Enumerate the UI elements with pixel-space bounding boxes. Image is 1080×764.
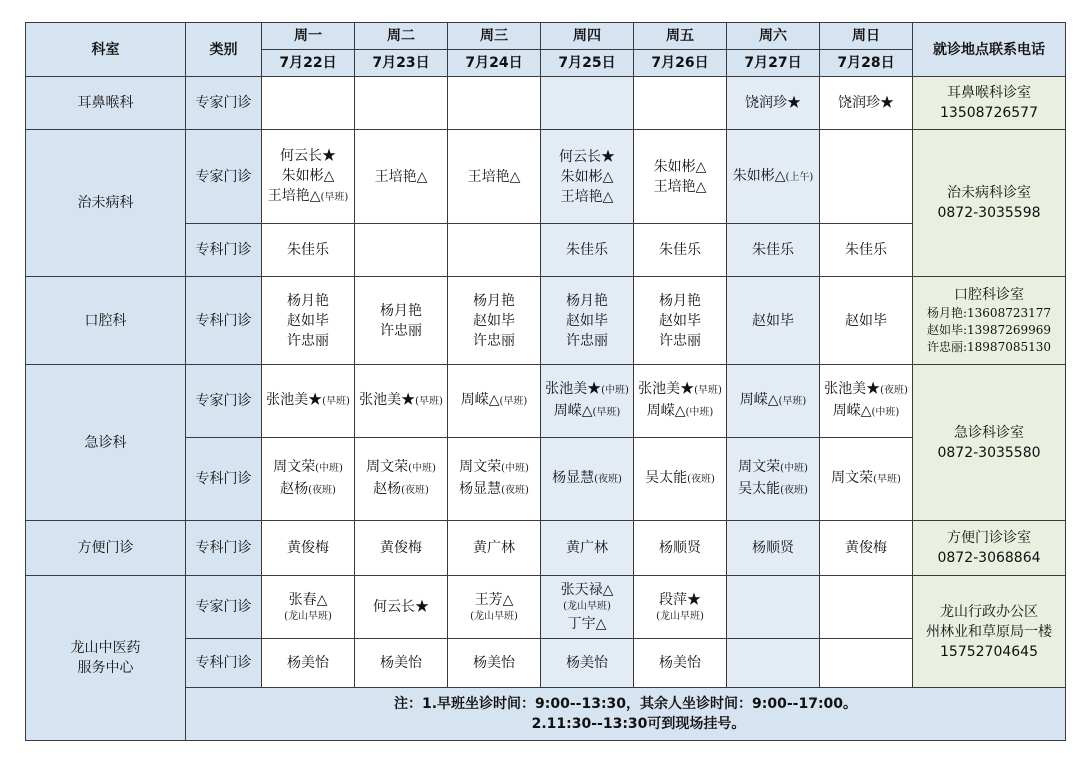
header-date: 7月24日: [448, 50, 541, 77]
shift-label: (中班): [501, 463, 529, 474]
dept-convenience: 方便门诊: [26, 521, 186, 576]
dept-zhiweibing: 治未病科: [26, 130, 186, 277]
shift-label: (夜班): [780, 485, 808, 496]
contact-room: 急诊科诊室: [954, 424, 1024, 441]
shift-label: (早班): [778, 396, 807, 407]
shift-label: (龙山早班): [563, 601, 611, 612]
schedule-cell: 朱佳乐: [541, 224, 634, 277]
shift-label: (上午): [785, 171, 814, 183]
doctor: 周嵘△: [739, 392, 779, 408]
doctor: 朱如彬△: [281, 167, 335, 184]
doctor: 何云长★: [559, 148, 615, 165]
schedule-cell: [448, 277, 541, 365]
doctor: 杨月艳: [566, 292, 608, 309]
contact-phone: 许忠丽:18987085130: [926, 340, 1052, 354]
contact-phone: 杨月艳:13608723177: [926, 306, 1052, 320]
contact-convenience: [913, 521, 1066, 576]
doctor: 杨月艳: [659, 292, 701, 309]
note-line-2: 2.11:30--13:30可到现场挂号。: [531, 716, 746, 732]
shift-label: (早班): [415, 396, 443, 407]
doctor: 赵如毕: [659, 312, 701, 329]
shift-label: (早班): [499, 396, 528, 407]
category-specialist: 专科门诊: [186, 224, 262, 277]
schedule-cell: [448, 77, 541, 130]
doctor: 段萍★: [659, 592, 701, 608]
doctor: 杨月艳: [287, 292, 329, 309]
schedule-cell: [355, 438, 448, 521]
schedule-cell: [355, 277, 448, 365]
schedule-cell: 赵如毕: [820, 277, 913, 365]
schedule-cell: [262, 130, 355, 224]
schedule-cell: 饶润珍★: [820, 77, 913, 130]
doctor: 吴太能: [645, 470, 688, 486]
header-date: 7月28日: [820, 50, 913, 77]
schedule-cell: [634, 365, 727, 438]
header-weekday: 周一: [262, 23, 355, 50]
dept-name-line: 龙山中医药: [70, 640, 141, 656]
doctor: 杨显慧: [552, 470, 595, 486]
header-date: 7月27日: [727, 50, 820, 77]
doctor: 王培艳△: [560, 188, 614, 205]
schedule-cell: 黄俊梅: [262, 521, 355, 576]
schedule-table: [25, 22, 1066, 741]
schedule-cell: [262, 365, 355, 438]
schedule-cell: 王培艳△: [448, 130, 541, 224]
doctor: 赵杨: [373, 481, 402, 497]
header-weekday: 周二: [355, 23, 448, 50]
schedule-cell: [820, 130, 913, 224]
doctor: 许忠丽: [659, 332, 701, 349]
schedule-cell: 朱佳乐: [634, 224, 727, 277]
schedule-cell: 杨顺贤: [727, 521, 820, 576]
schedule-cell: [355, 365, 448, 438]
doctor: 周文荣: [273, 459, 316, 475]
shift-label: (中班): [601, 385, 629, 396]
doctor: 丁宇△: [567, 616, 607, 632]
doctor: 许忠丽: [566, 332, 608, 349]
contact-room: 方便门诊诊室: [947, 530, 1031, 546]
schedule-cell: [541, 277, 634, 365]
schedule-cell: [634, 77, 727, 130]
shift-label: (早班): [322, 396, 350, 407]
shift-label: (中班): [685, 407, 714, 418]
shift-label: (夜班): [880, 385, 908, 396]
schedule-cell: [727, 576, 820, 639]
schedule-cell: 杨美怡: [634, 639, 727, 688]
schedule-cell: 饶润珍★: [727, 77, 820, 130]
shift-label: (夜班): [401, 485, 429, 496]
doctor: 王培艳△: [653, 178, 707, 195]
schedule-cell: [634, 130, 727, 224]
doctor: 赵杨: [280, 481, 309, 497]
contact-phone: 赵如毕:13987269969: [926, 323, 1052, 337]
doctor: 杨显慧: [459, 481, 502, 497]
schedule-cell: [820, 365, 913, 438]
category-specialist: 专科门诊: [186, 639, 262, 688]
header-weekday: 周五: [634, 23, 727, 50]
shift-label: (早班): [873, 474, 901, 485]
header-dept: 科室: [26, 23, 186, 77]
schedule-cell: [355, 77, 448, 130]
schedule-cell: 黄广林: [541, 521, 634, 576]
schedule-cell: [634, 438, 727, 521]
schedule-cell: [541, 438, 634, 521]
doctor: 许忠丽: [380, 322, 422, 339]
category-specialist: 专科门诊: [186, 277, 262, 365]
schedule-cell: [262, 277, 355, 365]
shift-label: (龙山早班): [656, 611, 704, 622]
schedule-cell: [262, 77, 355, 130]
dept-emergency: 急诊科: [26, 365, 186, 521]
contact-zhiweibing: [913, 130, 1066, 277]
schedule-cell: [634, 277, 727, 365]
schedule-cell: 杨美怡: [541, 639, 634, 688]
doctor: 周嵘△: [460, 392, 500, 408]
shift-label: (夜班): [308, 485, 336, 496]
schedule-cell: [727, 365, 820, 438]
header-contact: 就诊地点联系电话: [913, 23, 1066, 77]
doctor: 许忠丽: [287, 332, 329, 349]
schedule-cell: [727, 130, 820, 224]
header-weekday: 周四: [541, 23, 634, 50]
schedule-cell: [541, 576, 634, 639]
doctor: 张池美★: [266, 392, 323, 408]
doctor: 王芳△: [474, 592, 514, 608]
header-weekday: 周六: [727, 23, 820, 50]
doctor: 朱如彬△: [560, 168, 614, 185]
shift-label: (早班): [320, 191, 349, 203]
doctor: 张池美★: [638, 381, 695, 397]
contact-room: 龙山行政办公区: [940, 603, 1038, 620]
schedule-cell: [541, 77, 634, 130]
category-expert: 专家门诊: [186, 77, 262, 130]
schedule-cell: [448, 438, 541, 521]
doctor: 何云长★: [280, 147, 336, 164]
doctor: 周嵘△: [646, 403, 686, 419]
contact-room: 耳鼻喉科诊室: [947, 85, 1031, 101]
contact-phone: 0872-3035580: [937, 444, 1041, 461]
schedule-cell: [820, 576, 913, 639]
dept-oral: 口腔科: [26, 277, 186, 365]
contact-phone: 13508726577: [940, 105, 1038, 121]
category-expert: 专家门诊: [186, 576, 262, 639]
doctor: 周文荣: [831, 470, 874, 486]
dept-name-line: 服务中心: [77, 660, 134, 676]
doctor: 王培艳△: [267, 187, 321, 204]
header-date: 7月23日: [355, 50, 448, 77]
dept-longshan: [26, 576, 186, 741]
shift-label: (夜班): [594, 474, 622, 485]
header-date: 7月25日: [541, 50, 634, 77]
contact-oral: [913, 277, 1066, 365]
schedule-cell: [448, 224, 541, 277]
header-date: 7月22日: [262, 50, 355, 77]
shift-label: (中班): [315, 463, 343, 474]
doctor: 张池美★: [359, 392, 416, 408]
shift-label: (夜班): [501, 485, 529, 496]
category-expert: 专家门诊: [186, 130, 262, 224]
contact-phone: 0872-3035598: [937, 205, 1041, 221]
schedule-cell: 杨顺贤: [634, 521, 727, 576]
schedule-cell: [820, 438, 913, 521]
shift-label: (龙山早班): [284, 611, 332, 622]
contact-longshan: [913, 576, 1066, 688]
doctor: 许忠丽: [473, 332, 515, 349]
doctor: 周文荣: [738, 459, 781, 475]
doctor: 朱如彬△: [653, 158, 707, 175]
schedule-cell: [634, 576, 727, 639]
schedule-cell: [355, 224, 448, 277]
category-expert: 专家门诊: [186, 365, 262, 438]
schedule-cell: [448, 365, 541, 438]
doctor: 吴太能: [738, 481, 781, 497]
header-date: 7月26日: [634, 50, 727, 77]
doctor: 杨月艳: [380, 302, 422, 319]
doctor: 朱如彬△: [732, 167, 786, 184]
contact-room: 口腔科诊室: [954, 287, 1024, 303]
schedule-cell: 黄俊梅: [355, 521, 448, 576]
schedule-cell: [727, 639, 820, 688]
shift-label: (夜班): [687, 474, 715, 485]
doctor: 张天禄△: [560, 582, 614, 598]
contact-phone: 0872-3068864: [937, 550, 1041, 566]
contact-room: 州林业和草原局一楼: [926, 623, 1052, 640]
schedule-cell: 何云长★: [355, 576, 448, 639]
contact-phone: 15752704645: [940, 643, 1038, 660]
doctor: 赵如毕: [287, 312, 329, 329]
header-weekday: 周日: [820, 23, 913, 50]
schedule-cell: [727, 438, 820, 521]
shift-label: (龙山早班): [470, 611, 518, 622]
shift-label: (中班): [871, 407, 900, 418]
schedule-cell: 朱佳乐: [820, 224, 913, 277]
doctor: 周嵘△: [832, 403, 872, 419]
doctor: 张池美★: [824, 381, 881, 397]
schedule-cell: 杨美怡: [448, 639, 541, 688]
schedule-cell: 王培艳△: [355, 130, 448, 224]
schedule-cell: [448, 576, 541, 639]
doctor: 赵如毕: [566, 312, 608, 329]
schedule-cell: 朱佳乐: [262, 224, 355, 277]
doctor: 张池美★: [545, 381, 602, 397]
doctor: 赵如毕: [473, 312, 515, 329]
schedule-cell: 赵如毕: [727, 277, 820, 365]
contact-room: 治未病科诊室: [947, 185, 1031, 201]
doctor: 周文荣: [459, 459, 502, 475]
shift-label: (中班): [408, 463, 436, 474]
header-category: 类别: [186, 23, 262, 77]
header-weekday: 周三: [448, 23, 541, 50]
category-specialist: 专科门诊: [186, 438, 262, 521]
schedule-cell: [541, 365, 634, 438]
schedule-cell: 杨美怡: [262, 639, 355, 688]
schedule-cell: 杨美怡: [355, 639, 448, 688]
note-line-1: 注：1.早班坐诊时间：9:00--13:30，其余人坐诊时间：9:00--17:00。: [393, 696, 858, 712]
schedule-cell: 黄俊梅: [820, 521, 913, 576]
shift-label: (早班): [592, 407, 621, 418]
schedule-cell: 朱佳乐: [727, 224, 820, 277]
schedule-cell: [820, 639, 913, 688]
doctor: 周嵘△: [553, 403, 593, 419]
contact-emergency: [913, 365, 1066, 521]
dept-ent: 耳鼻喉科: [26, 77, 186, 130]
contact-ent: [913, 77, 1066, 130]
doctor: 张春△: [288, 592, 328, 608]
notes: [186, 688, 1066, 741]
doctor: 杨月艳: [473, 292, 515, 309]
category-specialist: 专科门诊: [186, 521, 262, 576]
schedule-cell: [262, 438, 355, 521]
schedule-cell: [541, 130, 634, 224]
schedule-cell: 黄广林: [448, 521, 541, 576]
shift-label: (早班): [694, 385, 722, 396]
schedule-cell: [262, 576, 355, 639]
shift-label: (中班): [780, 463, 808, 474]
doctor: 周文荣: [366, 459, 409, 475]
